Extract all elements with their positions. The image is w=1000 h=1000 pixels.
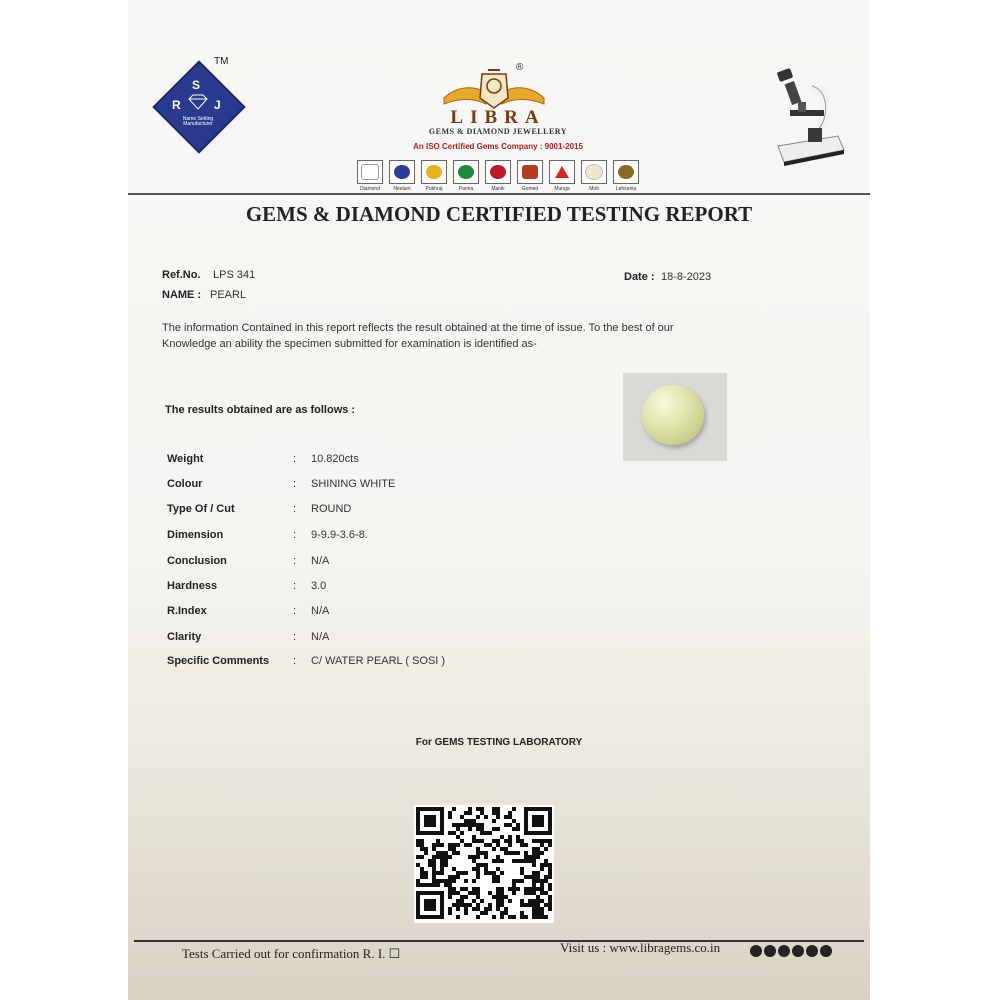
footer-website[interactable]: Visit us : www.libragems.co.in [560, 940, 721, 955]
result-label-weight: Weight [167, 453, 204, 465]
munga-gem-icon [554, 165, 570, 179]
panna-gem-icon [458, 165, 474, 179]
ref-value: LPS 341 [213, 269, 256, 281]
results-heading: The results obtained are as follows : [165, 404, 356, 416]
result-label-colour: Colour [167, 478, 203, 490]
date-value: 18-8-2023 [661, 271, 712, 283]
result-value-clarity: N/A [311, 631, 330, 643]
moti-gem-icon [585, 164, 603, 180]
social-icons [750, 944, 834, 958]
gem-manik [485, 160, 511, 196]
libra-brand-name: LIBRA [450, 107, 546, 128]
result-value-comments: C/ WATER PEARL ( SOSI ) [311, 655, 446, 667]
footer-divider [134, 940, 864, 942]
intro-line-2: Knowledge an ability the specimen submitted for examination is identified as- [162, 338, 537, 350]
gomed-gem-icon [522, 165, 538, 179]
srj-subtitle: Name Setting Manufacturer [182, 116, 214, 127]
gem-diamond [357, 160, 383, 196]
report-title: GEMS & DIAMOND CERTIFIED TESTING REPORT [245, 202, 753, 226]
libra-subtitle: GEMS & DIAMOND JEWELLERY [428, 127, 568, 136]
gem-gomed [517, 160, 543, 196]
srj-letter-r: R [172, 98, 181, 112]
gem-munga [549, 160, 575, 196]
result-colon: : [293, 631, 297, 643]
result-label-conclusion: Conclusion [167, 555, 227, 567]
date-label: Date : [624, 271, 655, 283]
gem-lehsunia [613, 160, 639, 196]
gem-moti [581, 160, 607, 196]
result-value-colour: SHINING WHITE [311, 478, 396, 490]
result-colon: : [293, 580, 297, 592]
intro-line-1: The information Contained in this report reflects the result obtained at the time of issue. To the best of our [162, 322, 674, 334]
microscope-icon [768, 66, 848, 166]
srj-letter-s: S [192, 78, 201, 92]
result-label-type: Type Of / Cut [167, 503, 235, 515]
gem-label: Munga [554, 186, 570, 192]
result-colon: : [293, 555, 297, 567]
neelam-gem-icon [394, 165, 410, 179]
specimen-photo [623, 373, 727, 461]
signature-line: For GEMS TESTING LABORATORY [415, 737, 583, 748]
gem-label: Neelam [393, 186, 411, 192]
header-divider [128, 193, 870, 195]
result-colon: : [293, 655, 297, 667]
srj-tm: TM [214, 56, 229, 67]
gem-panna [453, 160, 479, 196]
footer-confirmation: Tests Carried out for confirmation R. I. ☐ [182, 946, 401, 961]
registered-mark: ® [516, 62, 524, 73]
result-label-hardness: Hardness [167, 580, 218, 592]
result-colon: : [293, 503, 297, 515]
pinterest-icon[interactable] [820, 945, 832, 957]
pukhraj-gem-icon [426, 165, 442, 179]
name-label: NAME : [162, 289, 202, 301]
result-value-hardness: 3.0 [311, 580, 327, 592]
iso-certification: An ISO Certified Gems Company : 9001-2015 [413, 142, 583, 151]
result-label-comments: Specific Comments [167, 655, 270, 667]
manik-gem-icon [490, 165, 506, 179]
twitter-icon[interactable] [792, 945, 804, 957]
instagram-icon[interactable] [764, 945, 776, 957]
result-colon: : [293, 453, 297, 465]
result-label-clarity: Clarity [167, 631, 202, 643]
result-colon: : [293, 478, 297, 490]
youtube-icon[interactable] [806, 945, 818, 957]
certificate-sheet [128, 0, 870, 1000]
name-value: PEARL [210, 289, 247, 301]
gem-label: Diamond [359, 186, 380, 192]
whatsapp-icon[interactable] [778, 945, 790, 957]
result-colon: : [293, 605, 297, 617]
facebook-icon[interactable] [750, 945, 762, 957]
result-value-weight: 10.820cts [311, 453, 359, 465]
diamond-gem-icon [361, 164, 379, 180]
intro-paragraph [162, 320, 762, 352]
result-label-dimension: Dimension [167, 529, 224, 541]
qr-code[interactable] [414, 805, 554, 923]
gem-neelam [389, 160, 415, 196]
result-value-dimension: 9-9.9-3.6-8. [311, 529, 368, 541]
gem-label: Panna [458, 186, 474, 192]
gem-label: Moti [589, 186, 599, 192]
result-label-rindex: R.Index [167, 605, 207, 617]
lehsunia-gem-icon [618, 165, 634, 179]
gem-pukhraj [421, 160, 447, 196]
result-value-conclusion: N/A [311, 555, 330, 567]
gemstone-row [357, 160, 647, 196]
gem-label: Lehsunia [615, 186, 637, 192]
srj-letter-j: J [214, 98, 221, 112]
gem-label: Pukhraj [425, 186, 443, 192]
result-value-rindex: N/A [311, 605, 330, 617]
result-value-type: ROUND [311, 503, 352, 515]
gem-label: Manik [491, 186, 505, 192]
ref-label: Ref.No. [162, 269, 201, 281]
gem-label: Gomed [521, 186, 539, 192]
diamond-icon [187, 94, 209, 110]
pearl-image [642, 385, 704, 445]
srj-logo [142, 56, 252, 162]
result-colon: : [293, 529, 297, 541]
